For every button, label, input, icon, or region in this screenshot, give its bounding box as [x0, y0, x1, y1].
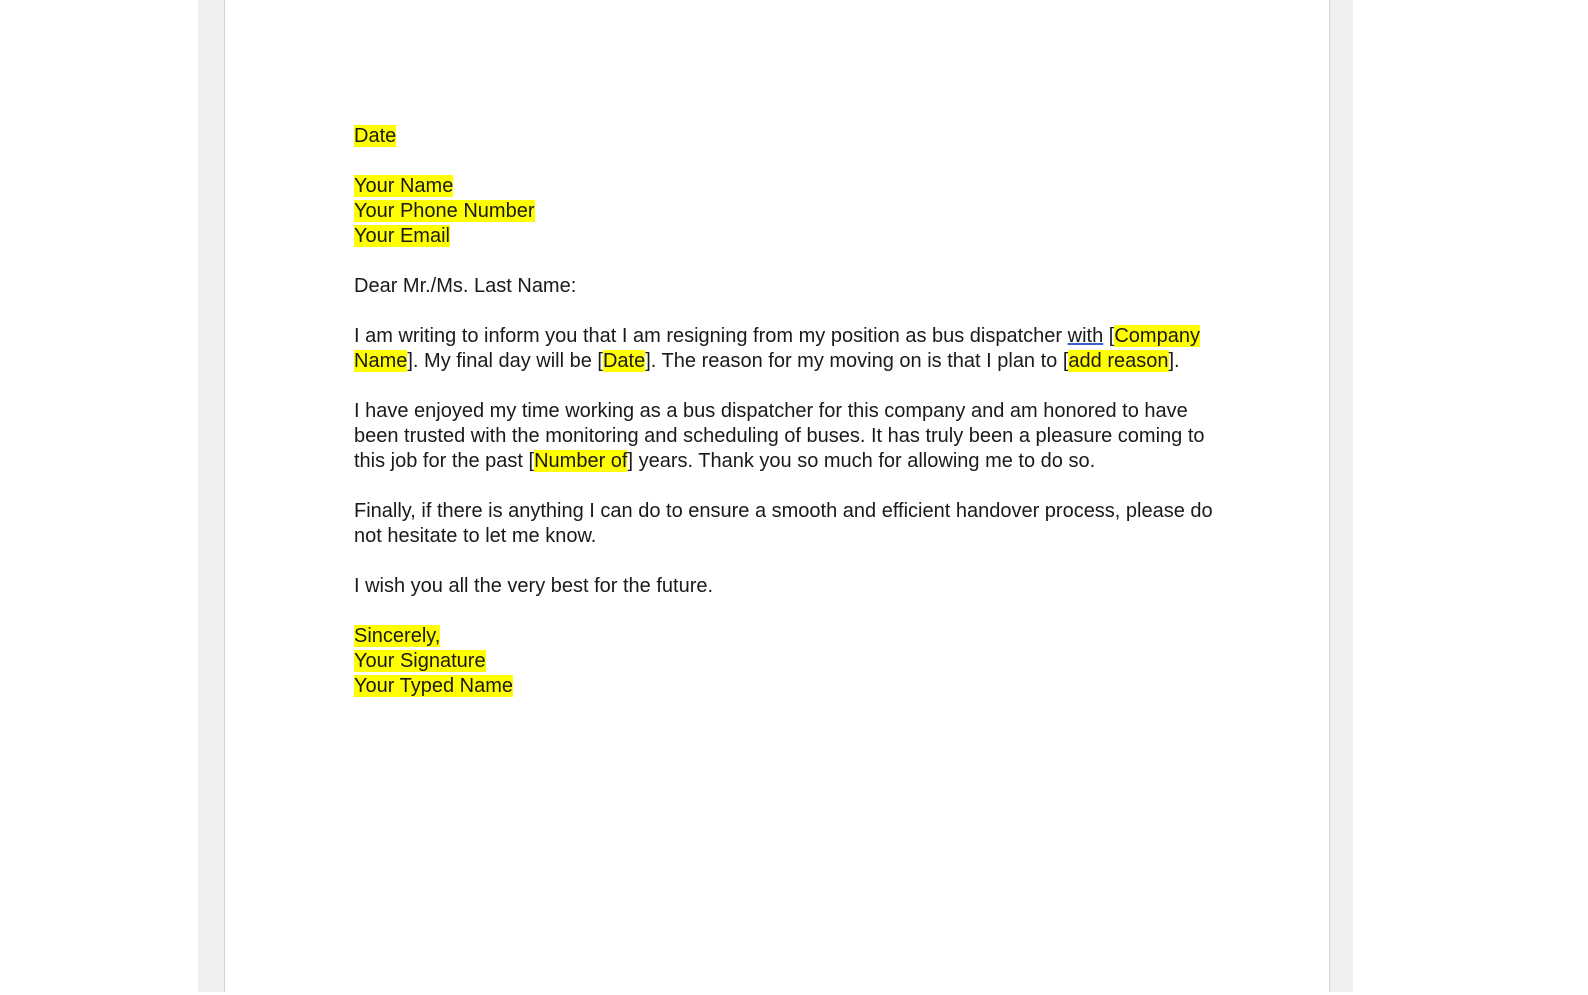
company-name-placeholder: Company Name [354, 325, 1200, 372]
phone-placeholder: Your Phone Number [354, 200, 535, 222]
paragraph-handover: Finally, if there is anything I can do to ensure a smooth and efficient handover process, please do not hesitate to let me know. [354, 500, 1213, 547]
paragraph-wishes: I wish you all the very best for the future. [354, 575, 714, 597]
flagged-word-with: with [1067, 325, 1104, 347]
closing-sincerely: Sincerely, [354, 625, 441, 647]
reason-placeholder: add reason [1068, 350, 1169, 372]
paragraph-resignation: I am writing to inform you that I am resigning from my position as bus dispatcher with [Company Name]. My final day will be [Date]. The reason for my moving on is that I plan to [add reason]. [354, 325, 1200, 372]
date-block [354, 124, 1214, 149]
sender-block [354, 174, 1214, 249]
document-page[interactable] [224, 0, 1330, 992]
closing-block [354, 624, 1214, 699]
letter-body[interactable] [354, 124, 1214, 699]
your-name-placeholder: Your Name [354, 175, 454, 197]
years-placeholder: Number of [534, 450, 628, 472]
final-date-placeholder: Date [602, 350, 646, 372]
salutation: Dear Mr./Ms. Last Name: [354, 275, 577, 297]
signature-placeholder: Your Signature [354, 650, 486, 672]
paragraph-gratitude: I have enjoyed my time working as a bus dispatcher for this company and am honored to have been trusted with the monitoring and scheduling of buses. It has truly been a pleasure coming to this job for the past [Number of] years. Thank you so much for allowing me to do so. [354, 400, 1205, 472]
email-placeholder: Your Email [354, 225, 450, 247]
typed-name-placeholder: Your Typed Name [354, 675, 513, 697]
date-placeholder: Date [354, 125, 397, 147]
